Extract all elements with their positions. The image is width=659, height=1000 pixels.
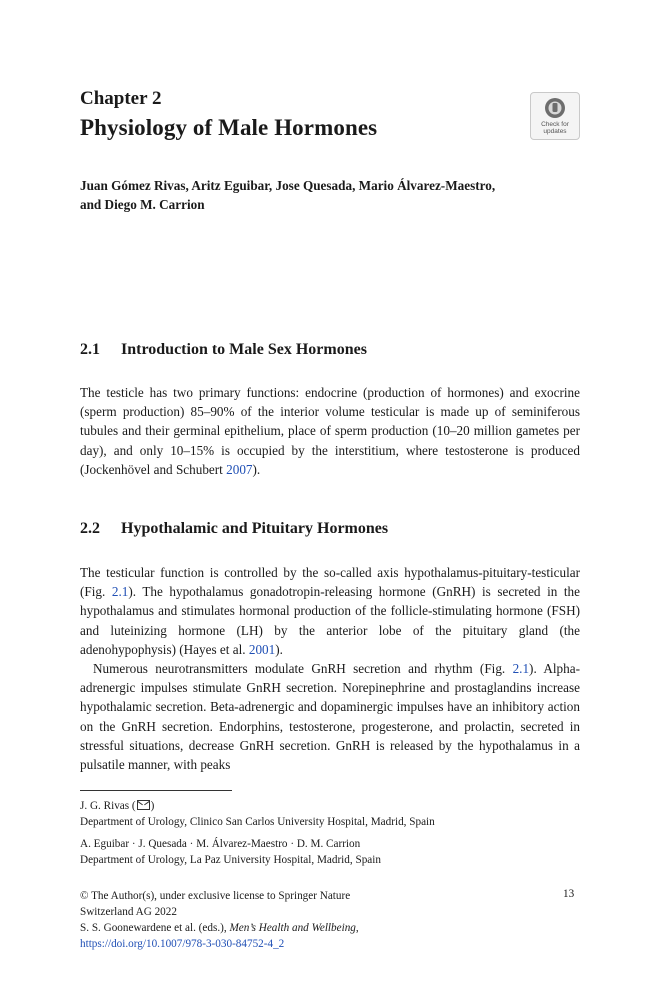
footnote-divider	[80, 790, 232, 791]
authors-line-2: and Diego M. Carrion	[80, 197, 205, 212]
badge-line-2: updates	[543, 128, 567, 135]
footnote-affiliation: Department of Urology, Clinico San Carlos University Hospital, Madrid, Spain	[80, 816, 435, 828]
paragraph-text: The testicular function is controlled by the so-called axis hypothalamus-pituitary-testicular (Fig.	[80, 565, 580, 600]
figure-link[interactable]: 2.1	[512, 661, 530, 676]
footnote-affiliation-1	[80, 798, 435, 830]
doi-link[interactable]: https://doi.org/10.1007/978-3-030-84752-4_2	[80, 938, 285, 950]
paragraph-neurotransmitters	[80, 659, 580, 774]
figure-link[interactable]: 2.1	[111, 584, 129, 600]
page-number: 13	[563, 888, 575, 900]
envelope-icon[interactable]	[137, 800, 150, 810]
paragraph-text: Numerous neurotransmitters modulate GnRH secretion and rhythm (Fig.	[93, 661, 513, 676]
authors-line-1: Juan Gómez Rivas, Aritz Eguibar, Jose Quesada, Mario Álvarez-Maestro,	[80, 178, 496, 193]
section-number: 2.2	[80, 520, 100, 537]
paragraph-text-end: ).	[252, 461, 261, 477]
author-list	[80, 176, 580, 214]
citation-link[interactable]: 2001	[248, 641, 276, 657]
paragraph-text-end: ).	[275, 641, 283, 657]
paragraph-text: ). The hypothalamus gonadotropin-releasing hormone (GnRH) is secreted in the hypothalamus and stimulates hormonal production of the follicle-stimulating hormone (FSH) and luteinizing hormone (LH) by the anterior lobe of the pituitary gland (the adenohypophysis) (Hayes et al.	[80, 584, 580, 657]
footnote-affiliation-2	[80, 836, 381, 868]
citation-link[interactable]: 2007	[226, 461, 253, 477]
book-citation: S. S. Goonewardene et al. (eds.), Men’s Health and Wellbeing,	[80, 922, 359, 934]
copyright-line-2: Switzerland AG 2022	[80, 906, 177, 918]
section-heading-2-2	[80, 520, 388, 538]
footnote-authors: A. Eguibar · J. Quesada · M. Álvarez-Maestro · D. M. Carrion	[80, 838, 361, 850]
paragraph-text: ). Alpha-adrenergic impulses stimulate GnRH secretion. Norepinephrine and prostaglandins increase hypothalamic secretion. Beta-adrenergic and dopaminergic impulses have an inhibitory action on the GnRH secretion. Endorphins, testosterone, progesterone, and prolactin, secreted in stressful situations, decrease GnRH secretion. GnRH is released by the hypothalamus in a pulsatile manner, with peaks	[80, 661, 580, 773]
footnote-author: J. G. Rivas ( )	[80, 800, 155, 812]
footnote-affiliation: Department of Urology, La Paz University Hospital, Madrid, Spain	[80, 854, 381, 866]
book-title: Men’s Health and Wellbeing	[229, 922, 356, 934]
copyright-line-1: © The Author(s), under exclusive license to Springer Nature	[80, 890, 351, 902]
chapter-title: Physiology of Male Hormones	[80, 115, 378, 140]
section-number: 2.1	[80, 341, 100, 358]
badge-line-1: Check for	[541, 121, 569, 128]
chapter-label: Chapter 2	[80, 88, 162, 109]
paragraph-text: The testicle has two primary functions: endocrine (production of hormones) and exocrine (sperm production) 85–90% of the interior volume testicular is made up of seminiferous tubules and their germinal epithelium, place of sperm production (10–20 million gametes per day), and only 10–15% is occupied by the interstitium, where testosterone is produced (Jockenhövel and Schubert	[80, 385, 580, 477]
paragraph-intro	[80, 383, 580, 479]
section-title: Introduction to Male Sex Hormones	[121, 341, 367, 358]
section-heading-2-1	[80, 341, 367, 359]
check-for-updates-icon	[544, 97, 566, 119]
check-for-updates-badge[interactable]	[530, 92, 580, 140]
paragraph-axis	[80, 563, 580, 659]
section-title: Hypothalamic and Pituitary Hormones	[121, 520, 389, 537]
copyright-block	[80, 888, 359, 952]
